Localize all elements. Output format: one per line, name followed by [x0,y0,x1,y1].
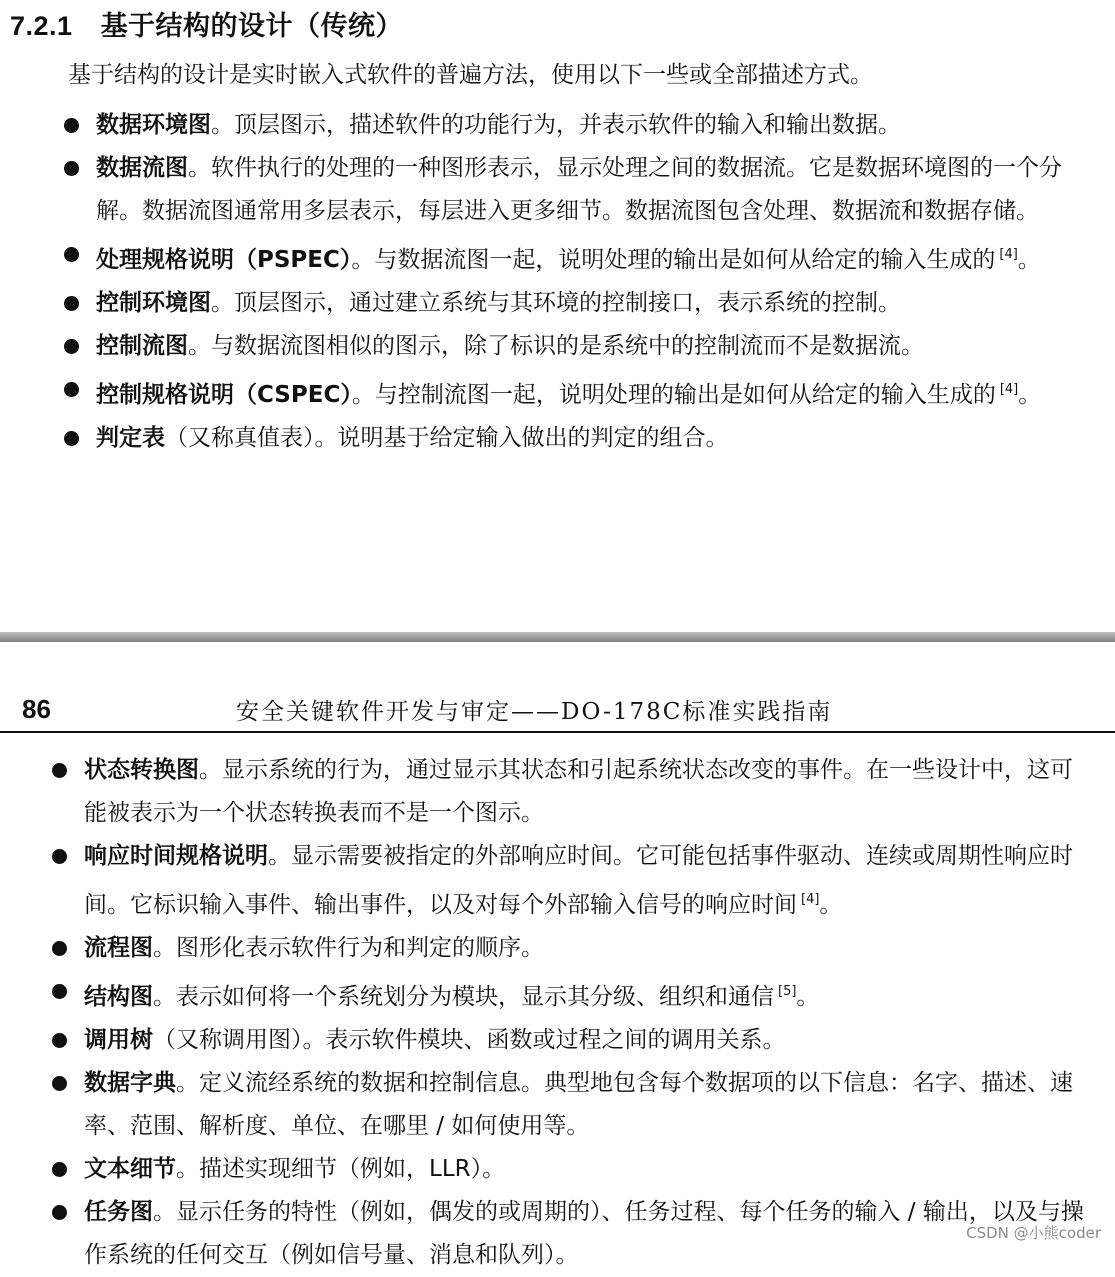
list-item [84,835,1094,927]
bullet-icon [64,339,79,354]
item-term: 调用树 [84,1027,153,1053]
item-term: 文本细节 [84,1156,176,1182]
item-term: 数据环境图 [96,112,211,138]
list-item [84,1062,1094,1148]
item-term: 状态转换图 [84,757,199,783]
item-term: 数据字典 [84,1070,176,1096]
bullet-icon [52,941,67,956]
bullet-icon [52,1162,67,1177]
item-description: （又称调用图）。表示软件模块、函数或过程之间的调用关系。 [153,1027,786,1053]
structure-design-list-1 [96,104,1104,460]
header-rule [0,731,1115,733]
list-item [84,749,1094,835]
bullet-icon [52,849,67,864]
item-description: 。顶层图示，描述软件的功能行为，并表示软件的输入和输出数据。 [211,112,901,138]
bullet-icon [64,296,79,311]
item-term: 控制环境图 [96,290,211,316]
list-item [96,417,1104,460]
bullet-icon [52,984,67,999]
item-description: （又称真值表）。说明基于给定输入做出的判定的组合。 [165,425,729,451]
item-description: 。显示任务的特性（例如，偶发的或周期的）、任务过程、每个任务的输入 / 输出，以及与操作系统的任何交互（例如信号量、消息和队列）。 [84,1199,1084,1268]
section-heading [10,4,403,43]
citation-ref: [5] [778,984,797,999]
bullet-icon [52,1076,67,1091]
list-item [84,1191,1094,1277]
item-description: 。定义流经系统的数据和控制信息。典型地包含每个数据项的以下信息：名字、描述、速率、范围、解析度、单位、在哪里 / 如何使用等。 [84,1070,1073,1139]
item-term: 判定表 [96,425,165,451]
item-term: 数据流图 [96,155,188,181]
bullet-icon [52,763,67,778]
item-tail: 。 [1017,247,1041,273]
citation-ref: [4] [999,247,1018,262]
list-item [84,970,1094,1019]
item-term: 流程图 [84,935,153,961]
item-description: 。软件执行的处理的一种图形表示，显示处理之间的数据流。它是数据环境图的一个分解。数据流图通常用多层表示，每层进入更多细节。数据流图包含处理、数据流和数据存储。 [96,155,1062,224]
list-item [96,325,1104,368]
page-header [0,690,1115,730]
bullet-icon [64,247,79,262]
list-item [84,1019,1094,1062]
item-description: 。显示系统的行为，通过显示其状态和引起系统状态改变的事件。在一些设计中，这可能被表示为一个状态转换表而不是一个图示。 [84,757,1073,826]
item-tail: 。 [819,892,843,918]
page-divider [0,632,1115,642]
bullet-icon [52,1033,67,1048]
list-item [96,104,1104,147]
structure-design-list-2 [84,749,1094,1277]
item-tail: 。 [1018,382,1042,408]
item-term: 结构图 [84,984,153,1010]
page-number: 86 [22,694,51,724]
list-item [84,1148,1094,1191]
item-term: 响应时间规格说明 [84,843,268,869]
watermark: CSDN @小熊coder [966,1224,1101,1242]
item-description: 。显示需要被指定的外部响应时间。它可能包括事件驱动、连续或周期性响应时间。它标识输入事件、输出事件，以及对每个外部输入信号的响应时间 [84,843,1073,918]
bullet-icon [52,1205,67,1220]
list-item [96,282,1104,325]
citation-ref: [4] [801,892,820,907]
list-item [96,233,1104,282]
item-term: 控制流图 [96,333,188,359]
section-number: 7.2.1 [10,11,73,41]
item-description: 。表示如何将一个系统划分为模块，显示其分级、组织和通信 [153,984,774,1010]
item-term: 任务图 [84,1199,153,1225]
citation-ref: [4] [999,382,1019,397]
item-description: 。描述实现细节（例如，LLR）。 [176,1156,506,1182]
bullet-icon [64,161,79,176]
item-term: 处理规格说明（PSPEC） [96,247,352,273]
item-description: 。与数据流图一起，说明处理的输出是如何从给定的输入生成的 [351,247,996,273]
intro-paragraph: 基于结构的设计是实时嵌入式软件的普遍方法，使用以下一些或全部描述方式。 [68,62,873,88]
list-item [84,927,1094,970]
item-description: 。图形化表示软件行为和判定的顺序。 [153,935,544,961]
item-description: 。与数据流图相似的图示，除了标识的是系统中的控制流而不是数据流。 [188,333,924,359]
bullet-icon [64,118,79,133]
list-item [96,147,1104,233]
section-title: 基于结构的设计（传统） [100,11,404,42]
item-description: 。与控制流图一起，说明处理的输出是如何从给定的输入生成的 [351,382,996,408]
bullet-icon [64,431,79,446]
list-item [96,368,1104,417]
running-title: 安全关键软件开发与审定——DO-178C标准实践指南 [236,699,833,725]
item-term: 控制规格说明（CSPEC） [96,382,352,408]
item-description: 。顶层图示，通过建立系统与其环境的控制接口，表示系统的控制。 [211,290,901,316]
bullet-icon [64,382,79,397]
item-tail: 。 [796,984,820,1010]
